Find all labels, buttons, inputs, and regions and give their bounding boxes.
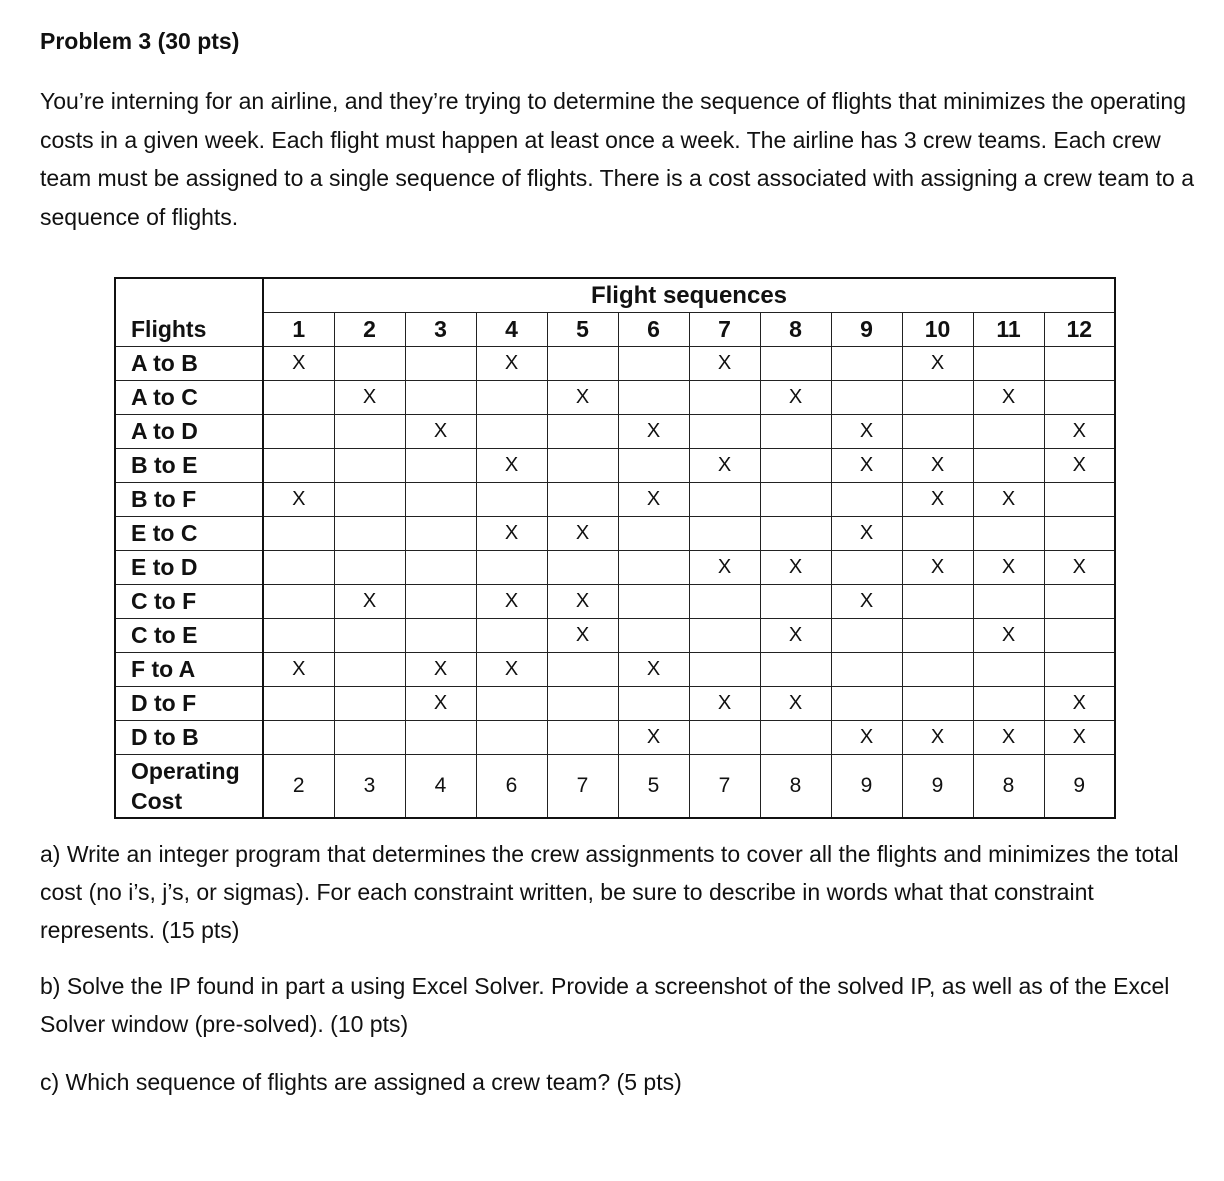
flight-label: D to B <box>115 721 263 755</box>
coverage-cell: X <box>1044 721 1115 755</box>
problem-intro: You’re interning for an airline, and they’re trying to determine the sequence of flights that minimizes the operating costs in a given week. Each flight must happen at least once a week. The airline has 3 crew teams. Each crew team must be assigned to a single sequence of flights. There is a cost associated with assigning a crew team to a sequence of flights. <box>40 88 1195 231</box>
coverage-cell <box>263 619 334 653</box>
coverage-cell <box>973 585 1044 619</box>
coverage-cell <box>831 687 902 721</box>
coverage-cell: X <box>831 415 902 449</box>
flight-label: D to F <box>115 687 263 721</box>
coverage-cell <box>689 483 760 517</box>
flight-row <box>115 381 1115 415</box>
flight-row <box>115 483 1115 517</box>
coverage-cell <box>405 551 476 585</box>
coverage-cell <box>263 517 334 551</box>
flight-label: B to F <box>115 483 263 517</box>
coverage-cell <box>760 483 831 517</box>
coverage-cell <box>547 551 618 585</box>
coverage-cell <box>831 381 902 415</box>
coverage-cell: X <box>831 449 902 483</box>
coverage-cell <box>1044 483 1115 517</box>
coverage-cell: X <box>618 483 689 517</box>
coverage-cell <box>476 687 547 721</box>
coverage-cell: X <box>760 381 831 415</box>
operating-cost-value: 7 <box>689 755 760 819</box>
coverage-cell <box>334 619 405 653</box>
coverage-cell: X <box>476 585 547 619</box>
coverage-cell: X <box>902 483 973 517</box>
coverage-cell <box>334 415 405 449</box>
coverage-cell: X <box>973 619 1044 653</box>
coverage-cell <box>689 619 760 653</box>
caption-row <box>115 278 1115 313</box>
sequence-header-5: 5 <box>547 313 618 347</box>
coverage-cell <box>618 551 689 585</box>
coverage-cell <box>760 347 831 381</box>
coverage-cell: X <box>334 381 405 415</box>
coverage-cell <box>973 415 1044 449</box>
coverage-cell <box>618 449 689 483</box>
flight-label: A to D <box>115 415 263 449</box>
coverage-cell <box>547 483 618 517</box>
corner-blank-cell <box>115 278 263 313</box>
coverage-cell <box>263 449 334 483</box>
coverage-cell: X <box>547 381 618 415</box>
flights-header: Flights <box>115 313 263 347</box>
coverage-cell: X <box>902 721 973 755</box>
coverage-cell <box>547 415 618 449</box>
coverage-cell: X <box>973 483 1044 517</box>
coverage-cell: X <box>760 619 831 653</box>
coverage-cell <box>902 653 973 687</box>
coverage-cell <box>405 619 476 653</box>
coverage-cell <box>334 721 405 755</box>
coverage-cell <box>263 415 334 449</box>
coverage-cell: X <box>689 551 760 585</box>
sequence-header-9: 9 <box>831 313 902 347</box>
coverage-cell <box>476 551 547 585</box>
coverage-cell: X <box>618 415 689 449</box>
coverage-cell <box>263 585 334 619</box>
coverage-cell <box>831 483 902 517</box>
coverage-cell <box>689 653 760 687</box>
coverage-cell <box>334 449 405 483</box>
question-c: c) Which sequence of flights are assigned a crew team? (5 pts) <box>40 1069 682 1095</box>
operating-cost-value: 3 <box>334 755 405 819</box>
flight-row <box>115 415 1115 449</box>
coverage-cell <box>547 653 618 687</box>
coverage-cell <box>831 551 902 585</box>
coverage-cell <box>618 381 689 415</box>
coverage-cell <box>334 517 405 551</box>
flight-row <box>115 653 1115 687</box>
coverage-cell: X <box>831 721 902 755</box>
coverage-cell <box>760 653 831 687</box>
operating-cost-value: 9 <box>902 755 973 819</box>
sequence-header-2: 2 <box>334 313 405 347</box>
coverage-cell <box>618 517 689 551</box>
coverage-cell: X <box>973 721 1044 755</box>
coverage-cell <box>1044 653 1115 687</box>
coverage-cell <box>618 585 689 619</box>
operating-cost-value: 4 <box>405 755 476 819</box>
coverage-cell: X <box>689 687 760 721</box>
flight-row <box>115 517 1115 551</box>
coverage-cell <box>1044 517 1115 551</box>
operating-cost-value: 8 <box>760 755 831 819</box>
coverage-cell <box>973 449 1044 483</box>
coverage-cell <box>760 415 831 449</box>
operating-cost-value: 6 <box>476 755 547 819</box>
coverage-cell <box>547 721 618 755</box>
coverage-cell: X <box>547 585 618 619</box>
operating-cost-value: 8 <box>973 755 1044 819</box>
coverage-cell: X <box>547 619 618 653</box>
coverage-cell <box>689 517 760 551</box>
question-b: b) Solve the IP found in part a using Excel Solver. Provide a screenshot of the solved IP, as well as of the Excel Solver window (pre-solved). (10 pts) <box>40 973 1170 1037</box>
operating-cost-label-line1: Operating <box>131 758 240 784</box>
coverage-cell: X <box>334 585 405 619</box>
coverage-cell <box>547 347 618 381</box>
coverage-cell <box>973 517 1044 551</box>
coverage-cell <box>760 449 831 483</box>
coverage-cell <box>760 517 831 551</box>
flight-sequence-table <box>114 277 1116 819</box>
flight-row <box>115 721 1115 755</box>
coverage-cell <box>263 551 334 585</box>
coverage-cell <box>405 517 476 551</box>
coverage-cell: X <box>476 517 547 551</box>
coverage-cell: X <box>760 687 831 721</box>
coverage-cell <box>405 449 476 483</box>
coverage-cell <box>831 653 902 687</box>
operating-cost-value: 2 <box>263 755 334 819</box>
coverage-cell: X <box>1044 415 1115 449</box>
coverage-cell <box>902 585 973 619</box>
operating-cost-value: 7 <box>547 755 618 819</box>
coverage-cell: X <box>405 687 476 721</box>
coverage-cell <box>831 347 902 381</box>
coverage-cell <box>476 415 547 449</box>
coverage-cell <box>760 585 831 619</box>
coverage-cell: X <box>547 517 618 551</box>
coverage-cell <box>902 619 973 653</box>
coverage-cell <box>760 721 831 755</box>
coverage-cell <box>618 687 689 721</box>
coverage-cell <box>476 483 547 517</box>
coverage-cell <box>689 721 760 755</box>
flight-label: E to C <box>115 517 263 551</box>
sequence-header-4: 4 <box>476 313 547 347</box>
coverage-cell <box>476 381 547 415</box>
sequence-header-7: 7 <box>689 313 760 347</box>
coverage-cell <box>405 483 476 517</box>
sequence-header-1: 1 <box>263 313 334 347</box>
coverage-cell <box>902 687 973 721</box>
coverage-cell: X <box>973 381 1044 415</box>
operating-cost-value: 9 <box>831 755 902 819</box>
flight-label: E to D <box>115 551 263 585</box>
coverage-cell <box>334 687 405 721</box>
coverage-cell <box>689 415 760 449</box>
coverage-cell <box>618 347 689 381</box>
coverage-cell <box>334 653 405 687</box>
flight-row <box>115 585 1115 619</box>
coverage-cell: X <box>689 347 760 381</box>
flight-row <box>115 619 1115 653</box>
coverage-cell <box>263 721 334 755</box>
coverage-cell: X <box>476 653 547 687</box>
coverage-cell: X <box>263 653 334 687</box>
coverage-cell <box>689 381 760 415</box>
sequence-header-6: 6 <box>618 313 689 347</box>
coverage-cell: X <box>263 483 334 517</box>
coverage-cell: X <box>476 347 547 381</box>
coverage-cell <box>618 619 689 653</box>
coverage-cell <box>405 381 476 415</box>
question-a: a) Write an integer program that determines the crew assignments to cover all the flights and minimizes the total cost (no i’s, j’s, or sigmas). For each constraint written, be sure to describe in words what that constraint represents. (15 pts) <box>40 841 1179 943</box>
coverage-cell: X <box>689 449 760 483</box>
coverage-cell <box>476 721 547 755</box>
coverage-cell: X <box>405 415 476 449</box>
sequence-header-12: 12 <box>1044 313 1115 347</box>
coverage-cell <box>902 381 973 415</box>
operating-cost-value: 9 <box>1044 755 1115 819</box>
coverage-cell <box>1044 347 1115 381</box>
flight-row <box>115 687 1115 721</box>
operating-cost-label-line2: Cost <box>131 788 183 814</box>
coverage-cell <box>405 585 476 619</box>
coverage-cell: X <box>618 721 689 755</box>
coverage-cell: X <box>902 347 973 381</box>
operating-cost-row <box>115 755 1115 819</box>
coverage-cell <box>902 415 973 449</box>
coverage-cell <box>973 687 1044 721</box>
coverage-cell: X <box>831 585 902 619</box>
flight-label: B to E <box>115 449 263 483</box>
flight-row <box>115 449 1115 483</box>
coverage-cell: X <box>476 449 547 483</box>
coverage-cell <box>263 381 334 415</box>
coverage-cell <box>405 347 476 381</box>
flight-label: A to B <box>115 347 263 381</box>
coverage-cell <box>689 585 760 619</box>
coverage-cell: X <box>902 449 973 483</box>
coverage-cell <box>263 687 334 721</box>
coverage-cell <box>405 721 476 755</box>
sequence-header-8: 8 <box>760 313 831 347</box>
sequence-header-10: 10 <box>902 313 973 347</box>
coverage-cell <box>1044 619 1115 653</box>
coverage-cell <box>973 347 1044 381</box>
flight-label: C to E <box>115 619 263 653</box>
coverage-cell <box>476 619 547 653</box>
coverage-cell <box>1044 381 1115 415</box>
coverage-cell: X <box>618 653 689 687</box>
coverage-cell: X <box>902 551 973 585</box>
coverage-cell: X <box>405 653 476 687</box>
coverage-cell: X <box>1044 687 1115 721</box>
header-row <box>115 313 1115 347</box>
coverage-cell: X <box>831 517 902 551</box>
operating-cost-value: 5 <box>618 755 689 819</box>
flight-label: C to F <box>115 585 263 619</box>
sequence-header-3: 3 <box>405 313 476 347</box>
flight-label: F to A <box>115 653 263 687</box>
table-caption: Flight sequences <box>263 278 1115 313</box>
coverage-cell: X <box>973 551 1044 585</box>
coverage-cell <box>1044 585 1115 619</box>
sequence-header-11: 11 <box>973 313 1044 347</box>
flight-row <box>115 347 1115 381</box>
flight-row <box>115 551 1115 585</box>
coverage-cell: X <box>263 347 334 381</box>
problem-title: Problem 3 (30 pts) <box>40 28 240 54</box>
coverage-cell: X <box>1044 551 1115 585</box>
coverage-cell <box>547 687 618 721</box>
coverage-cell <box>334 483 405 517</box>
operating-cost-label <box>115 755 263 819</box>
coverage-cell <box>334 347 405 381</box>
coverage-cell <box>902 517 973 551</box>
coverage-cell <box>831 619 902 653</box>
coverage-cell: X <box>760 551 831 585</box>
coverage-cell: X <box>1044 449 1115 483</box>
coverage-cell <box>547 449 618 483</box>
coverage-cell <box>334 551 405 585</box>
coverage-cell <box>973 653 1044 687</box>
flight-label: A to C <box>115 381 263 415</box>
